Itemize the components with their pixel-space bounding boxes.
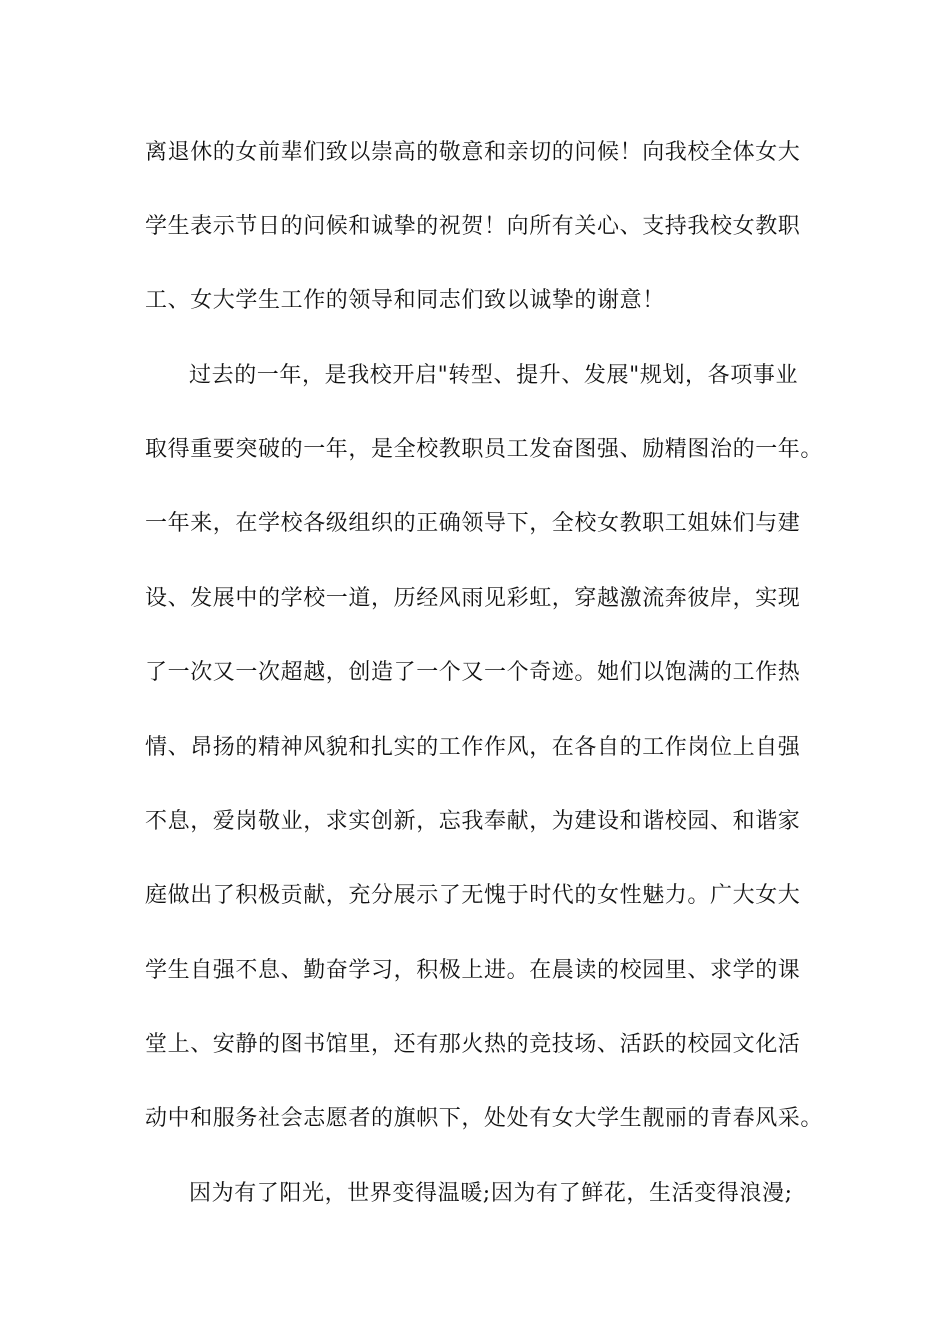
paragraph-start-line: 因为有了阳光，世界变得温暖;因为有了鲜花，生活变得浪漫; — [189, 1181, 793, 1206]
text-line: 不息，爱岗敬业，求实创新，忘我奉献，为建设和谐校园、和谐家 — [145, 809, 801, 834]
text-line: 一年来，在学校各级组织的正确领导下，全校女教职工姐妹们与建 — [145, 511, 801, 536]
paragraph-start-line: 过去的一年，是我校开启"转型、提升、发展"规划，各项事业 — [189, 363, 799, 388]
text-line: 动中和服务社会志愿者的旗帜下，处处有女大学生靓丽的青春风采。 — [145, 1106, 824, 1131]
text-line: 设、发展中的学校一道，历经风雨见彩虹，穿越激流奔彼岸，实现 — [145, 586, 801, 611]
text-line: 工、女大学生工作的领导和同志们致以诚挚的谢意！ — [145, 288, 665, 313]
text-line: 了一次又一次超越，创造了一个又一个奇迹。她们以饱满的工作热 — [145, 660, 801, 685]
text-line: 学生表示节日的问候和诚挚的祝贺！向所有关心、支持我校女教职 — [145, 214, 801, 239]
text-line: 离退休的女前辈们致以崇高的敬意和亲切的问候！向我校全体女大 — [145, 140, 801, 165]
text-line: 学生自强不息、勤奋学习，积极上进。在晨读的校园里、求学的课 — [145, 958, 801, 983]
text-line: 情、昂扬的精神风貌和扎实的工作作风，在各自的工作岗位上自强 — [145, 735, 801, 760]
text-line: 堂上、安静的图书馆里，还有那火热的竞技场、活跃的校园文化活 — [145, 1032, 801, 1057]
text-line: 庭做出了积极贡献，充分展示了无愧于时代的女性魅力。广大女大 — [145, 883, 801, 908]
text-line: 取得重要突破的一年，是全校教职员工发奋图强、励精图治的一年。 — [145, 437, 824, 462]
